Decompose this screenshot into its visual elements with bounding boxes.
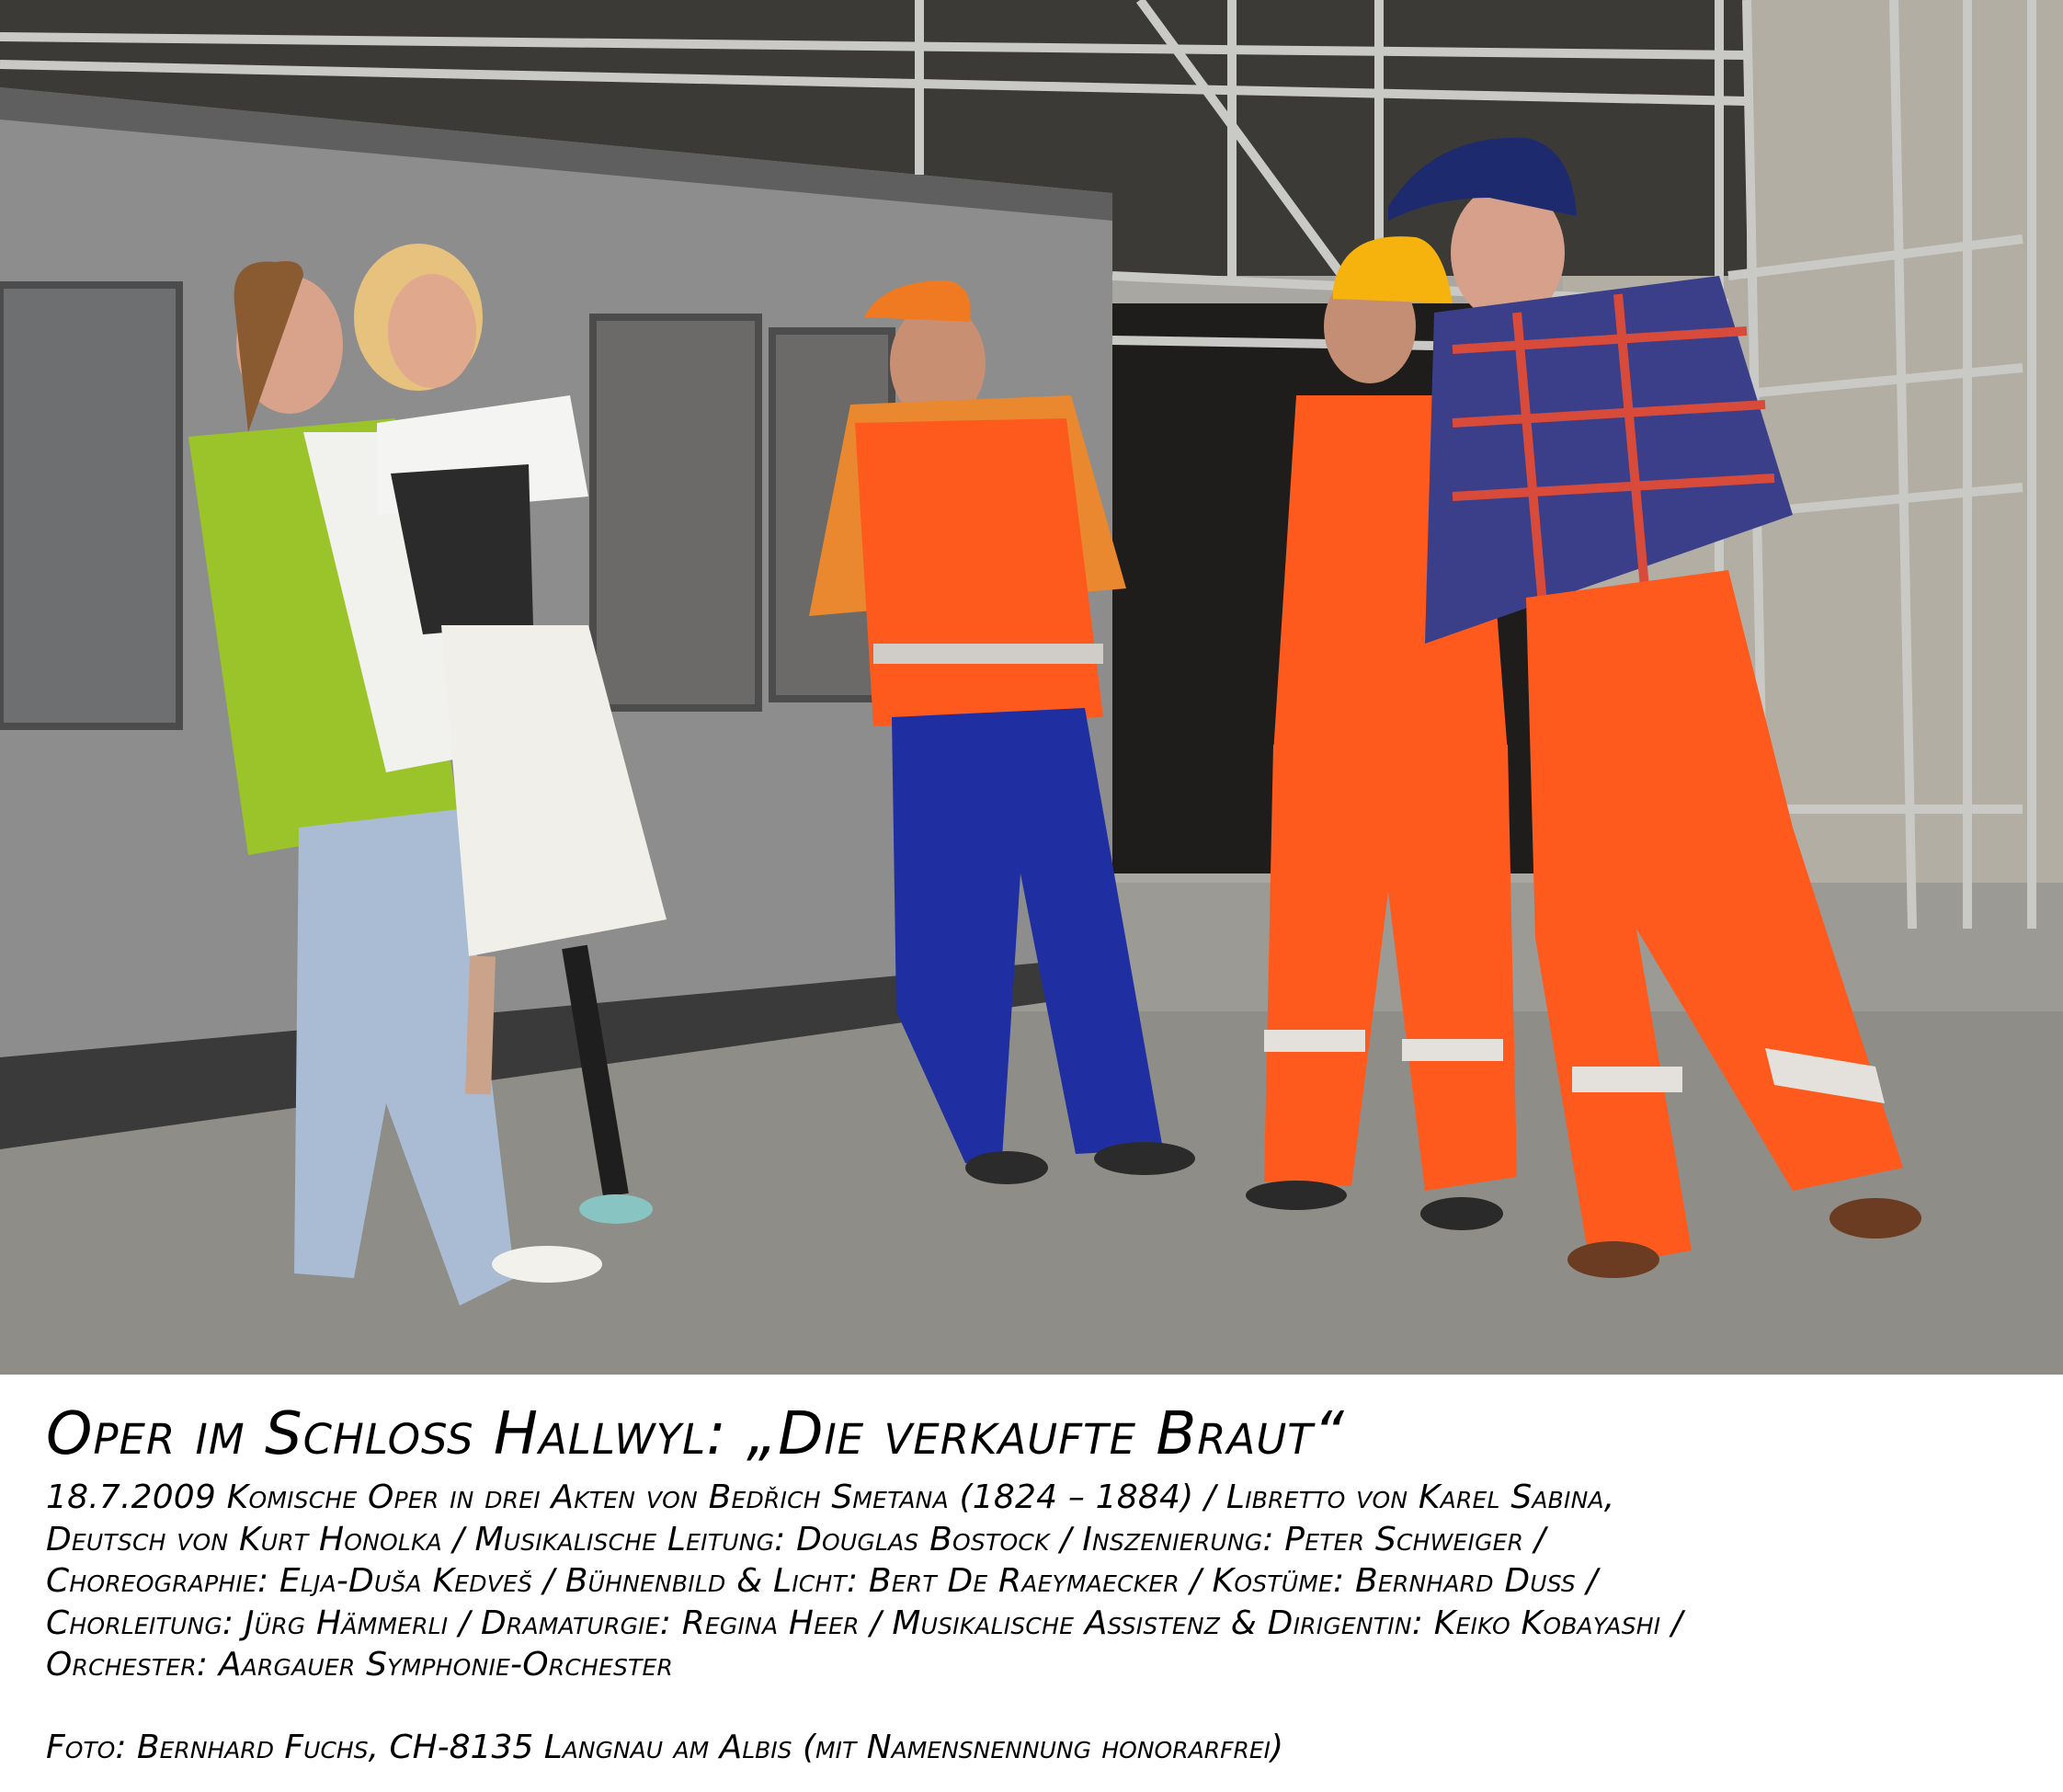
- container-window-mid: [593, 317, 758, 708]
- caption-line: 18.7.2009 Komische Oper in drei Akten von Bedřich Smetana (1824 – 1884) / Libretto von Karel Sabina,: [46, 1478, 1615, 1516]
- caption-line: Orchester: Aargauer Symphonie-Orchester: [46, 1646, 674, 1684]
- container-window-left: [0, 285, 179, 726]
- caption-block: [46, 1379, 2041, 1769]
- photo-credit: Foto: Bernhard Fuchs, CH-8135 Langnau am Albis (mit Namensnennung honorarfrei): [46, 1728, 1284, 1766]
- caption-title: Oper im Schloss Hallwyl: „Die verkaufte Braut“: [46, 1400, 1345, 1468]
- caption-line: Chorleitung: Jürg Hämmerli / Dramaturgie: Regina Heer / Musikalische Assistenz & Dirigentin: Keiko Kobayashi /: [46, 1604, 1683, 1642]
- safety-vest: [855, 418, 1103, 726]
- caption-line: Deutsch von Kurt Honolka / Musikalische Leitung: Douglas Bostock / Inszenierung: Peter Schweiger /: [46, 1520, 1546, 1558]
- caption-line: Choreographie: Elja-Duša Kedveš / Bühnenbild & Licht: Bert De Raeymaecker / Kostüme: Bernhard Duss /: [46, 1562, 1598, 1600]
